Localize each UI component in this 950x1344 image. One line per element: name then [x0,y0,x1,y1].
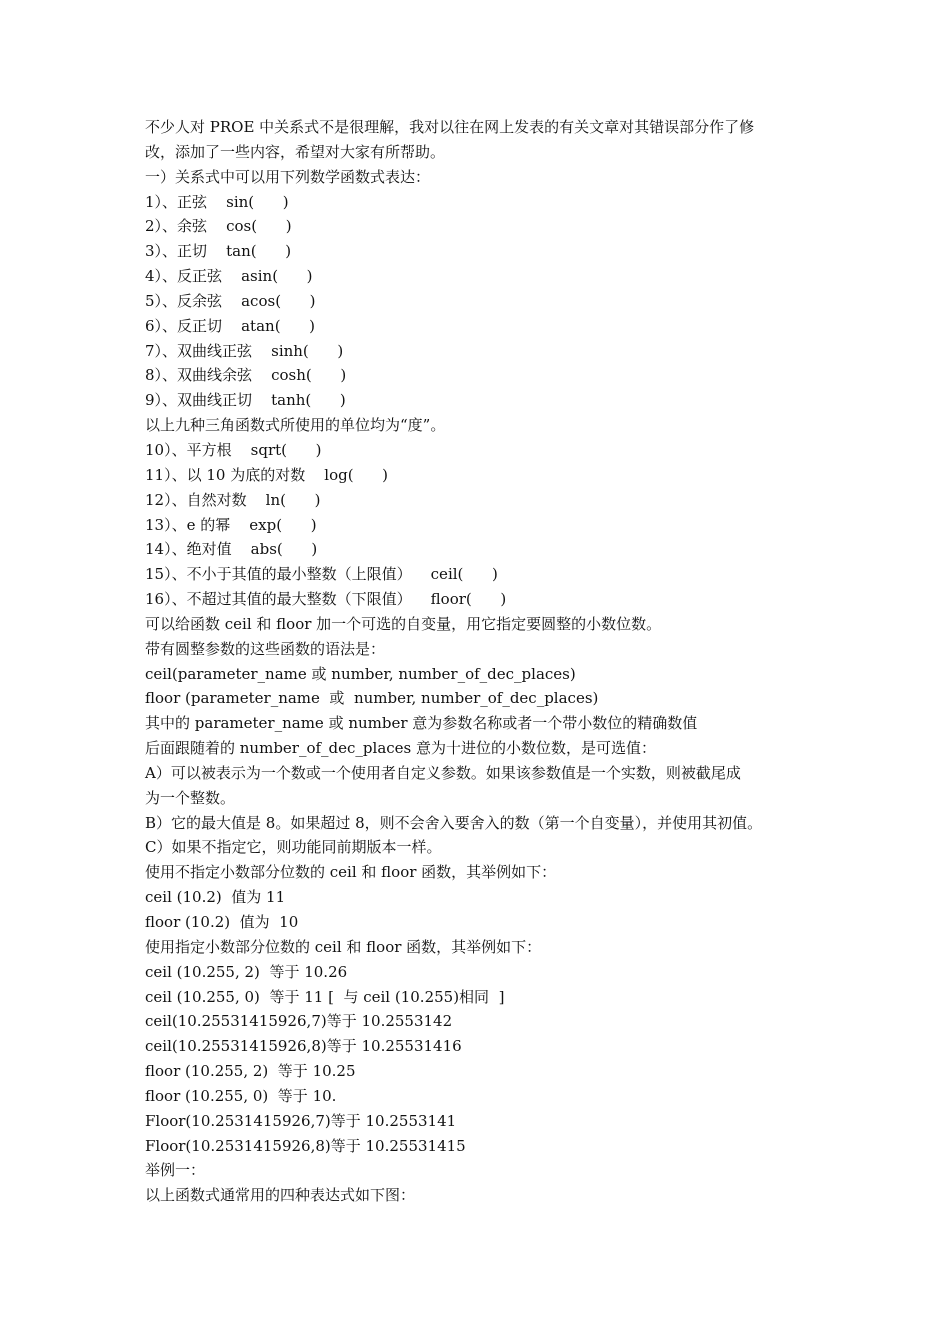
text-line: 3）、正切 tan( ) [145,242,292,261]
text-line: ceil (10.2) 值为 11 [145,888,286,907]
text-line: 12）、自然对数 ln( ) [145,490,321,509]
text-line: ceil (10.255, 0) 等于 11 [ 与 ceil (10.255)相同 ] [145,987,505,1006]
text-line: 10）、平方根 sqrt( ) [145,440,322,459]
text-line: 14）、绝对值 abs( ) [145,540,318,559]
text-line: 后面跟随着的 number_of_dec_places 意为十进位的小数位数，是可选值： [145,739,657,758]
text-line: Floor(10.2531415926,8)等于 10.25531415 [145,1136,466,1155]
text-line: 1）、正弦 sin( ) [145,192,289,211]
text-line: 一）关系式中可以用下列数学函数式表达： [145,167,431,186]
text-line: 6）、反正切 atan( ) [145,316,316,335]
text-line: floor (10.255, 2) 等于 10.25 [145,1062,356,1081]
text-line: 以上九种三角函数式所使用的单位均为“度”。 [145,416,446,435]
text-line: B）它的最大值是 8。如果超过 8，则不会舍入要舍入的数（第一个自变量），并使用其初值。 [145,813,763,832]
text-line: 13）、e 的幂 exp( ) [145,515,317,534]
text-line: 7）、双曲线正弦 sinh( ) [145,341,344,360]
text-line: ceil(10.25531415926,7)等于 10.2553142 [145,1012,453,1031]
text-line: 可以给函数 ceil 和 floor 加一个可选的自变量，用它指定要圆整的小数位数。 [145,614,662,633]
text-line: 2）、余弦 cos( ) [145,217,292,236]
text-line: floor (10.2) 值为 10 [145,913,299,931]
text-line: ceil(parameter_name 或 number, number_of_dec_places) [145,664,576,683]
text-line: 为一个整数。 [145,788,236,807]
text-line: 11）、以 10 为底的对数 log( ) [145,465,389,484]
text-line: C）如果不指定它，则功能同前期版本一样。 [145,838,442,857]
text-line: 9）、双曲线正切 tanh( ) [145,391,346,410]
text-line: 使用不指定小数部分位数的 ceil 和 floor 函数，其举例如下： [145,863,557,882]
text-line: 以上函数式通常用的四种表达式如下图： [145,1186,416,1205]
text-line: Floor(10.2531415926,7)等于 10.2553141 [145,1111,457,1130]
text-line: 带有圆整参数的这些函数的语法是： [145,639,386,658]
text-line: 不少人对 PROE 中关系式不是很理解，我对以往在网上发表的有关文章对其错误部分作了修 [145,118,755,136]
text-line: A）可以被表示为一个数或一个使用者自定义参数。如果该参数值是一个实数，则被截尾成 [145,763,741,782]
document-page [145,115,825,1208]
text-line: floor (parameter_name 或 number, number_of_dec_places) [145,689,599,708]
text-line: ceil(10.25531415926,8)等于 10.25531416 [145,1037,462,1056]
text-line: 其中的 parameter_name 或 number 意为参数名称或者一个带小数位的精确数值 [145,714,698,733]
text-line: 16）、不超过其值的最大整数（下限值） floor( ) [145,590,507,609]
text-line: 5）、反余弦 acos( ) [145,291,316,310]
text-line: 15）、不小于其值的最小整数（上限值） ceil( ) [145,565,498,584]
text-line: floor (10.255, 0) 等于 10. [145,1086,337,1105]
text-line: ceil (10.255, 2) 等于 10.26 [145,962,348,981]
text-line: 使用指定小数部分位数的 ceil 和 floor 函数，其举例如下： [145,937,542,956]
text-line: 举例一： [145,1161,206,1180]
text-line: 改，添加了一些内容，希望对大家有所帮助。 [145,142,446,161]
text-line: 4）、反正弦 asin( ) [145,267,313,286]
text-line: 8）、双曲线余弦 cosh( ) [145,366,347,385]
